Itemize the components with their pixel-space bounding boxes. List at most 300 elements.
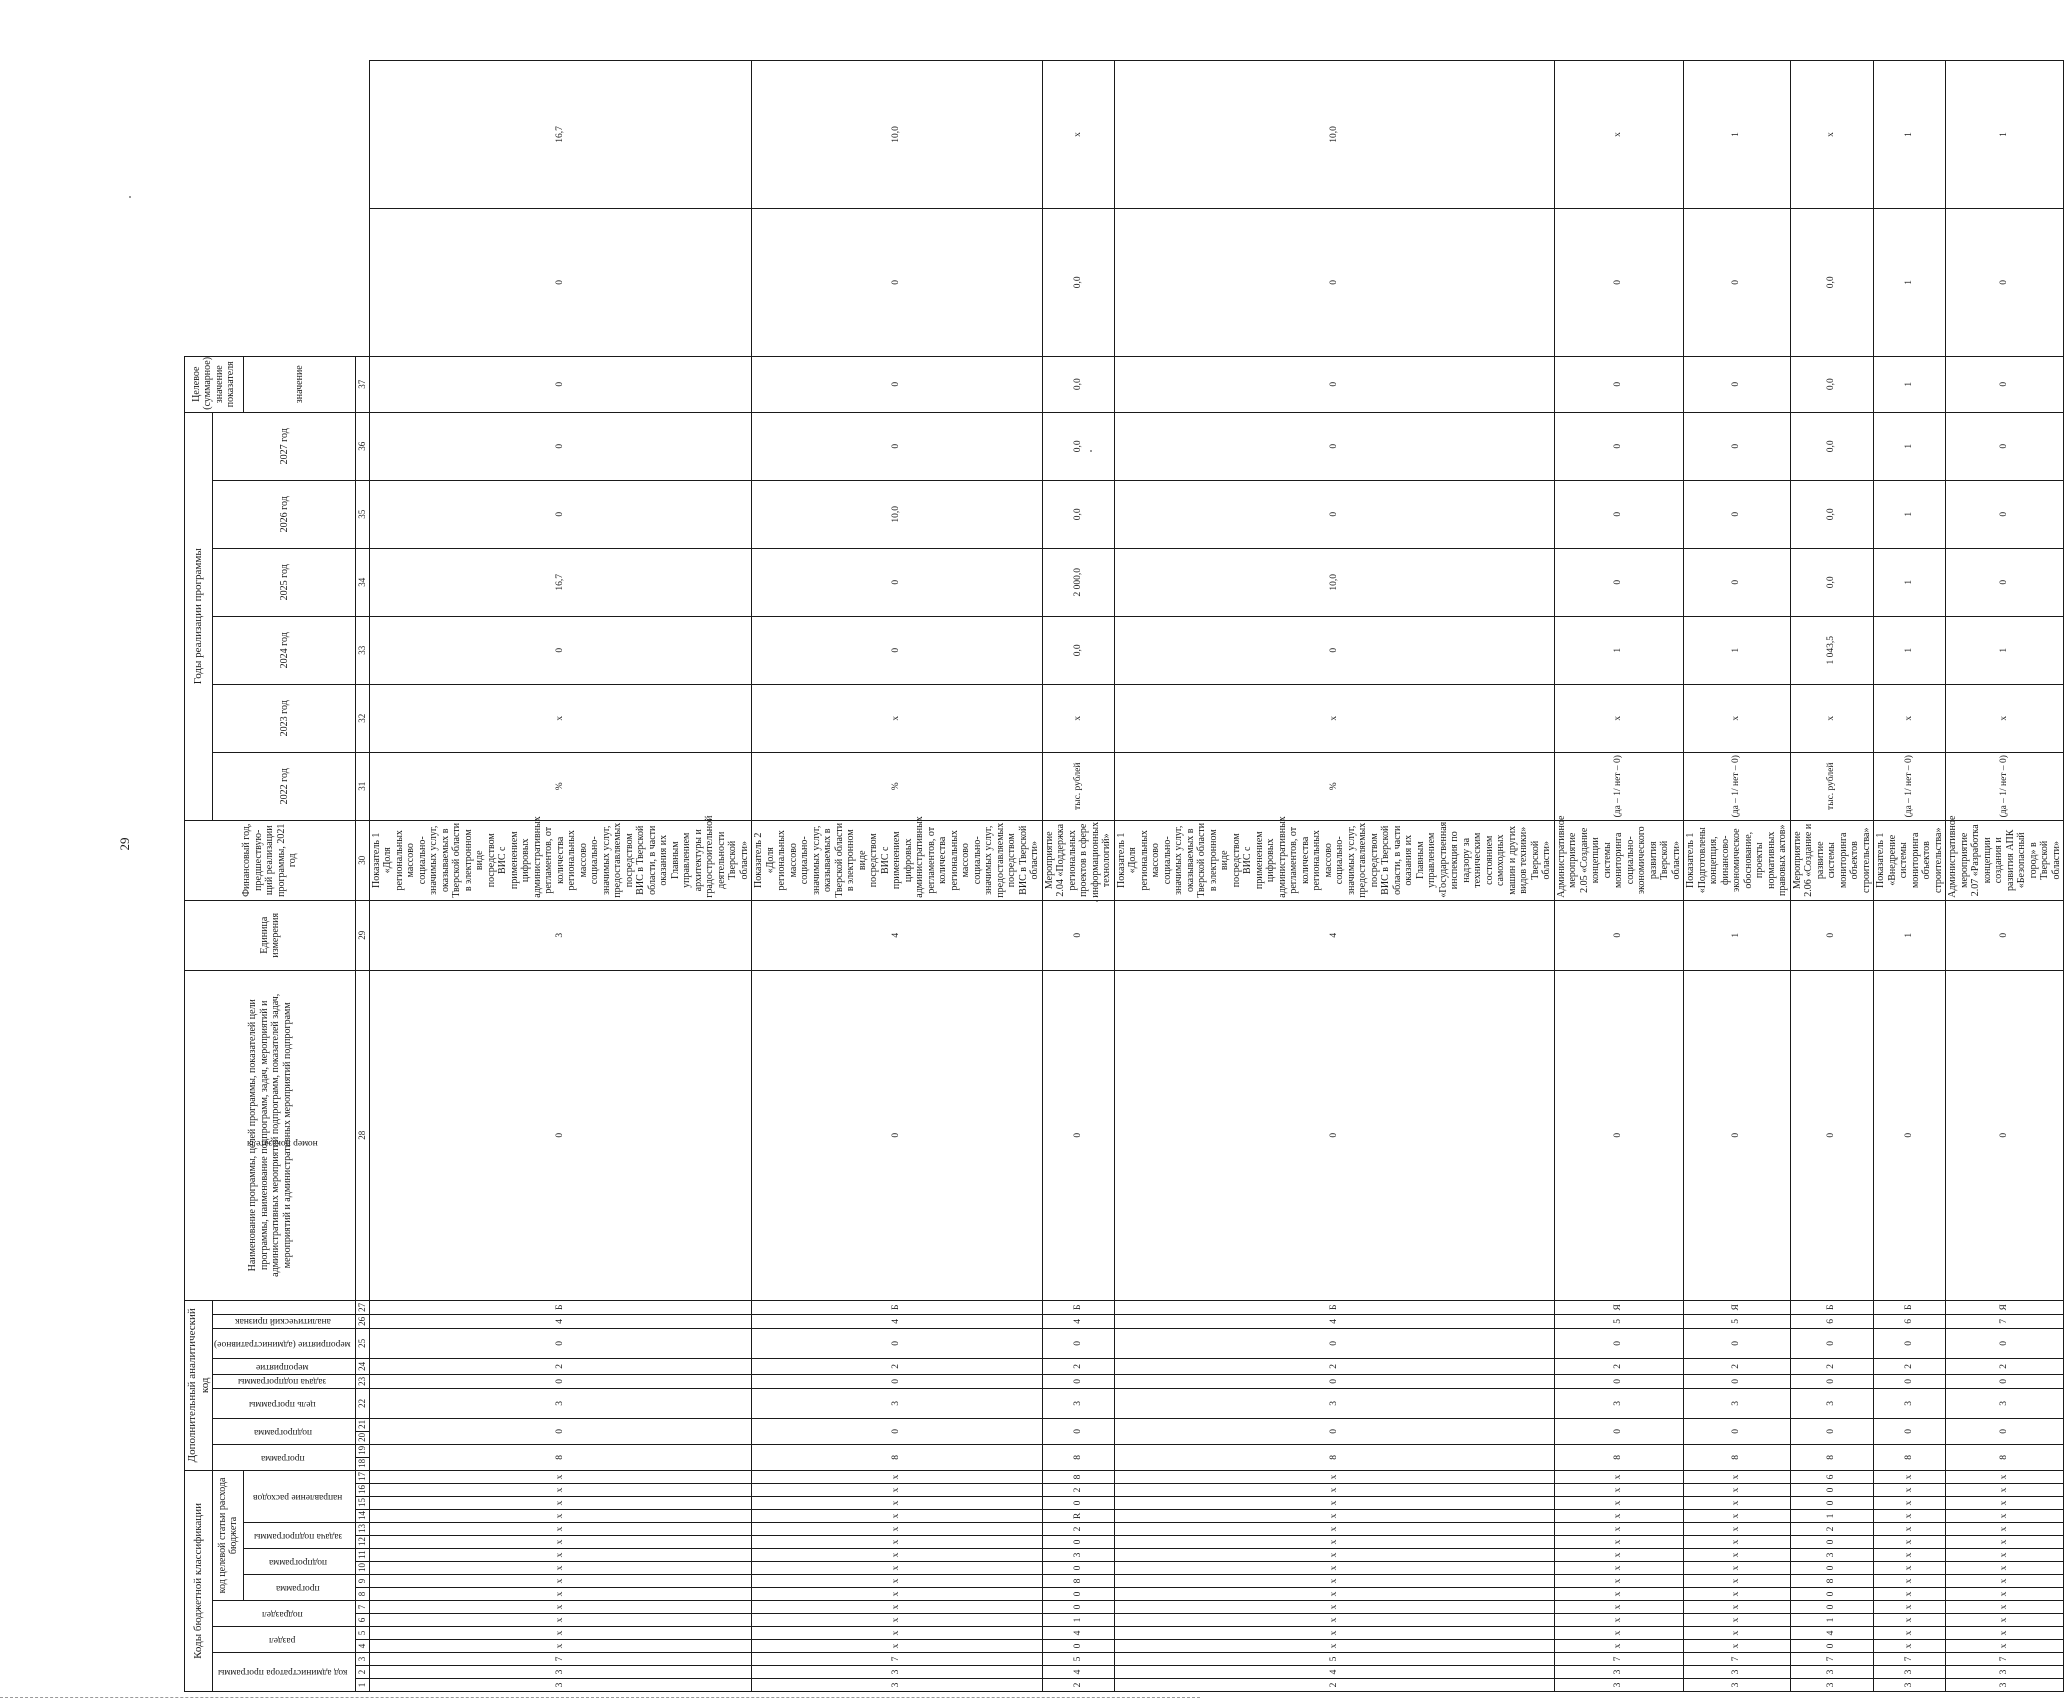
budget-code-digit: х (369, 1601, 752, 1614)
budget-code-digit: х (369, 1536, 752, 1549)
row-unit: (да – 1/ нет – 0) (1874, 752, 1946, 820)
row-unit: тыс. рублей (1042, 752, 1114, 820)
analytic-code-digit: 2 (1874, 1358, 1946, 1374)
header-a-subprogram: подпрограмма (213, 1418, 356, 1444)
header-name: Наименование программы, целей программы, показателей цели программы, наименование подпрограмм, задач, мероприятий и административных мероприятий подпрограмм, показателей задач, мероприятий и административных мероприятий подпрограмм (185, 970, 356, 1300)
header-program-years: Годы реализации программы (185, 412, 213, 820)
budget-code-digit: х (369, 1549, 752, 1562)
analytic-code-digit: 0 (369, 1374, 752, 1388)
analytic-code-digit: 5 (1554, 1314, 1684, 1328)
budget-code-digit: х (1114, 1549, 1554, 1562)
row-unit: (да – 1/ нет – 0) (1554, 752, 1684, 820)
budget-code-digit: 2 (1790, 1523, 1874, 1536)
budget-code-digit: х (369, 1484, 752, 1497)
budget-code-digit: 8 (1790, 1575, 1874, 1588)
year-value: 0 (369, 480, 752, 548)
budget-code-digit: х (1874, 1614, 1946, 1627)
column-number: 16 (356, 1484, 369, 1497)
budget-code-digit: 3 (752, 1679, 1043, 1692)
year-value: 0 (1554, 356, 1684, 412)
target-value: х (1554, 61, 1684, 209)
year-value: 0 (369, 616, 752, 684)
analytic-code-digit: 0 (1684, 970, 1791, 1300)
budget-code-digit: х (1114, 1562, 1554, 1575)
budget-code-digit: х (369, 1575, 752, 1588)
column-number: 26 (356, 1314, 369, 1328)
analytic-code-digit: 2 (752, 1358, 1043, 1374)
analytic-code-digit: 0 (1684, 1374, 1791, 1388)
budget-code-digit: х (752, 1627, 1043, 1640)
budget-code-digit: х (1554, 1627, 1684, 1640)
budget-code-digit: х (1114, 1640, 1554, 1653)
budget-code-digit: х (1874, 1536, 1946, 1549)
year-value: 0,0 (1042, 412, 1114, 480)
budget-code-digit: 1 (1790, 1510, 1874, 1523)
column-number: 14 (356, 1510, 369, 1523)
year-value: 0 (1946, 356, 2064, 412)
analytic-code-digit: 0 (752, 1418, 1043, 1444)
analytic-code-digit: 0 (1114, 1374, 1554, 1388)
row-name: Мероприятие 2.06 «Создание и развитие системы мониторинга объектов строительства» (1790, 820, 1874, 900)
budget-code-digit: х (1554, 1497, 1684, 1510)
year-value: 0 (752, 548, 1043, 616)
analytic-code-digit: 3 (1042, 1388, 1114, 1418)
analytic-code-digit: 8 (752, 1444, 1043, 1470)
budget-code-digit: 2 (1042, 1484, 1114, 1497)
scan-speck (129, 196, 131, 198)
budget-code-digit: 7 (1946, 1653, 2064, 1666)
analytic-code-digit: 2 (369, 1358, 752, 1374)
header-program: программа (243, 1575, 356, 1601)
budget-code-digit: х (369, 1497, 752, 1510)
analytic-code-digit: 3 (1874, 1388, 1946, 1418)
budget-code-digit: х (369, 1510, 752, 1523)
column-number: 22 (356, 1388, 369, 1418)
year-value: 0 (1554, 412, 1684, 480)
budget-code-digit: 7 (1874, 1653, 1946, 1666)
budget-code-digit: х (752, 1523, 1043, 1536)
budget-code-digit: 0 (1042, 1497, 1114, 1510)
scan-edge (0, 1697, 1200, 1698)
column-number: 6 (356, 1614, 369, 1627)
analytic-code-digit: 3 (1684, 1388, 1791, 1418)
year-value: 0 (752, 412, 1043, 480)
column-number: 36 (356, 412, 369, 480)
budget-code-digit: х (752, 1614, 1043, 1627)
budget-code-digit: 3 (1946, 1666, 2064, 1679)
budget-code-digit: х (369, 1470, 752, 1483)
analytic-code-digit: 0 (1114, 1328, 1554, 1358)
analytic-code-digit: 3 (752, 1388, 1043, 1418)
analytic-code-digit: 3 (1790, 1388, 1874, 1418)
year-value: 0,0 (1042, 616, 1114, 684)
budget-code-digit: х (1874, 1575, 1946, 1588)
analytic-code-digit: 6 (1874, 1314, 1946, 1328)
budget-code-digit: х (1684, 1484, 1791, 1497)
year-value: 0 (1114, 208, 1554, 356)
table-row (1114, 61, 1554, 1692)
target-value: 16,7 (369, 61, 752, 209)
row-name: Показатель 1 «Доля региональных массово социально-значимых услуг, оказываемых в Тверской области в электронном виде посредством ВИС с применением цифровых административных регламентов, от количества региональных массово социально-значимых услуг, предоставляемых посредством ВИС в Тверской области, в части оказания их Главным управлением архитектуры и градостроительной деятельности Тверской области» (369, 820, 752, 900)
budget-code-digit: х (1874, 1601, 1946, 1614)
header-year-2027: 2027 год (213, 412, 356, 480)
column-number-row (356, 61, 369, 1692)
analytic-code-digit: 8 (1946, 1444, 2064, 1470)
budget-code-digit: 0 (1790, 1640, 1874, 1653)
header-a-subprogram-task: задача подпрограммы (213, 1374, 356, 1388)
budget-code-digit: 8 (1042, 1575, 1114, 1588)
header-subprogram: подпрограмма (243, 1549, 356, 1575)
budget-code-digit: 0 (1042, 1562, 1114, 1575)
analytic-code-digit: 4 (1114, 1314, 1554, 1328)
budget-code-digit: х (1684, 1562, 1791, 1575)
row-fin-year: х (1684, 684, 1791, 752)
header-a-indicator-no: номер показателя (213, 970, 356, 1314)
analytic-code-digit: 0 (752, 1374, 1043, 1388)
column-number: 31 (356, 752, 369, 820)
analytic-code-digit: 3 (1114, 1388, 1554, 1418)
analytic-code-digit: 0 (1874, 1374, 1946, 1388)
analytic-code-digit: 0 (1946, 900, 2064, 970)
column-number: 7 (356, 1601, 369, 1614)
budget-code-digit: х (1554, 1588, 1684, 1601)
column-number: 23 (356, 1374, 369, 1388)
table-row (752, 61, 1043, 1692)
year-value: 2 000,0 (1042, 548, 1114, 616)
analytic-code-digit: 0 (1684, 1418, 1791, 1444)
header-budget-codes: Коды бюджетной классификации (185, 1470, 213, 1691)
budget-code-digit: х (1114, 1536, 1554, 1549)
header-year-2026: 2026 год (213, 480, 356, 548)
table-row (1684, 61, 1791, 1692)
budget-code-digit: х (1684, 1523, 1791, 1536)
analytic-code-digit: Б (1114, 1300, 1554, 1314)
budget-code-digit: х (1946, 1510, 2064, 1523)
budget-code-digit: х (1874, 1562, 1946, 1575)
budget-code-digit: х (1554, 1575, 1684, 1588)
budget-code-digit: 1 (1042, 1614, 1114, 1627)
table-row (1790, 61, 1874, 1692)
analytic-code-digit: 8 (369, 1444, 752, 1470)
budget-code-digit: х (1554, 1614, 1684, 1627)
column-number: 25 (356, 1328, 369, 1358)
analytic-code-digit: 0 (1874, 1328, 1946, 1358)
analytic-code-digit: 0 (1554, 1418, 1684, 1444)
analytic-code-digit: Б (369, 1300, 752, 1314)
year-value: 10,0 (752, 480, 1043, 548)
target-value: 10,0 (752, 61, 1043, 209)
budget-code-digit: х (1554, 1562, 1684, 1575)
analytic-code-digit: 2 (1946, 1358, 2064, 1374)
analytic-code-digit: 0 (1042, 900, 1114, 970)
header-year-2022: 2022 год (213, 752, 356, 820)
analytic-code-digit: 8 (1790, 1444, 1874, 1470)
year-value: 0 (1114, 480, 1554, 548)
row-name: Показатель 1 «Доля региональных массово социально-значимых услуг, оказываемых в Тверской области в электронном виде посредством ВИС с применением цифровых административных регламентов, от количества региональных массово социально-значимых услуг, предоставляемых посредством ВИС в Тверской области, в части оказания их Главным управлением «Государственная инспекция по надзору за техническим состоянием самоходных машин и других видов техники» Тверской области» (1114, 820, 1554, 900)
year-value: 0,0 (1790, 208, 1874, 356)
budget-code-digit: 2 (1042, 1523, 1114, 1536)
column-number: 8 (356, 1588, 369, 1601)
budget-code-digit: х (1946, 1640, 2064, 1653)
budget-code-digit: 3 (1684, 1679, 1791, 1692)
year-value: 0,0 (1790, 412, 1874, 480)
analytic-code-digit: 8 (1114, 1444, 1554, 1470)
year-value: 0,0 (1790, 548, 1874, 616)
budget-code-digit: х (1874, 1497, 1946, 1510)
analytic-code-digit: 0 (1946, 1418, 2064, 1444)
year-value: 0 (1114, 356, 1554, 412)
budget-code-digit: х (1554, 1510, 1684, 1523)
target-value: 1 (1874, 61, 1946, 209)
analytic-code-digit: 2 (1042, 1358, 1114, 1374)
budget-code-digit: х (752, 1562, 1043, 1575)
header-admin-code: код администратора программы (213, 1653, 356, 1692)
budget-code-digit: 8 (1042, 1470, 1114, 1483)
column-number: 30 (356, 820, 369, 900)
analytic-code-digit: 3 (1946, 1388, 2064, 1418)
budget-code-digit: х (1684, 1510, 1791, 1523)
header-additional-code: Дополнительный аналитический код (185, 1300, 213, 1470)
budget-code-digit: х (1684, 1497, 1791, 1510)
column-number: 5 (356, 1627, 369, 1640)
column-number: 21 (356, 1418, 369, 1431)
row-fin-year: х (1114, 684, 1554, 752)
column-number: 34 (356, 548, 369, 616)
year-value: 1 (1874, 548, 1946, 616)
header-year-2024: 2024 год (213, 616, 356, 684)
budget-code-digit: х (1946, 1575, 2064, 1588)
budget-code-digit: х (752, 1484, 1043, 1497)
budget-code-digit: 3 (1684, 1666, 1791, 1679)
year-value: 0 (1684, 480, 1791, 548)
analytic-code-digit: 4 (369, 1314, 752, 1328)
year-value: 0 (1684, 548, 1791, 616)
analytic-code-digit: 0 (1114, 970, 1554, 1300)
analytic-code-digit: 6 (1790, 1314, 1874, 1328)
analytic-code-digit: Б (752, 1300, 1043, 1314)
budget-code-digit: 0 (1042, 1601, 1114, 1614)
header-expense-direction: направление расходов (243, 1470, 356, 1522)
analytic-code-digit: Б (1874, 1300, 1946, 1314)
budget-code-digit: х (1554, 1640, 1684, 1653)
budget-code-digit: 0 (1790, 1601, 1874, 1614)
year-value: 0 (1946, 548, 2064, 616)
header-fin-year: Финансовый год, предшествую-щий реализации программы, 2021 год (185, 820, 356, 900)
year-value: 1 (1874, 208, 1946, 356)
table-body (369, 61, 2064, 1692)
column-number: 11 (356, 1549, 369, 1562)
column-number: 20 (356, 1431, 369, 1444)
budget-code-digit: х (752, 1549, 1043, 1562)
budget-code-digit: х (752, 1640, 1043, 1653)
year-value: 0 (1684, 208, 1791, 356)
budget-code-digit: х (1946, 1497, 2064, 1510)
analytic-code-digit: 0 (1554, 970, 1684, 1300)
analytic-code-digit: 0 (1946, 1374, 2064, 1388)
budget-code-digit: х (369, 1627, 752, 1640)
header-a-program: программа (213, 1444, 356, 1470)
year-value: 0,0 (1042, 208, 1114, 356)
budget-code-digit: 5 (1114, 1653, 1554, 1666)
year-value: 0,0 (1042, 480, 1114, 548)
analytic-code-digit: 4 (752, 1314, 1043, 1328)
budget-code-digit: х (1874, 1510, 1946, 1523)
budget-code-digit: 0 (1790, 1588, 1874, 1601)
target-value: 1 (1946, 61, 2064, 209)
target-value: 1 (1684, 61, 1791, 209)
budget-code-digit: х (369, 1588, 752, 1601)
budget-code-digit: 4 (1790, 1627, 1874, 1640)
budget-code-digit: 3 (1790, 1679, 1874, 1692)
budget-code-digit: х (1684, 1640, 1791, 1653)
budget-code-digit: 0 (1042, 1640, 1114, 1653)
column-number: 18 (356, 1457, 369, 1470)
analytic-code-digit: 0 (1874, 1418, 1946, 1444)
header-a-sign: аналитический признак (213, 1314, 356, 1328)
budget-code-digit: х (1684, 1536, 1791, 1549)
column-number: 29 (356, 900, 369, 970)
budget-code-digit: 3 (1554, 1666, 1684, 1679)
budget-code-digit: 3 (1946, 1679, 2064, 1692)
analytic-code-digit: 0 (1790, 1374, 1874, 1388)
year-value: 0,0 (1790, 480, 1874, 548)
budget-code-digit: х (1114, 1575, 1554, 1588)
header-subprogram-task: задача подпрограммы (243, 1523, 356, 1549)
budget-code-digit: х (1554, 1484, 1684, 1497)
budget-code-digit: х (1684, 1470, 1791, 1483)
analytic-code-digit: 1 (1874, 900, 1946, 970)
page-number: 29 (117, 837, 132, 851)
header-year-2025: 2025 год (213, 548, 356, 616)
analytic-code-digit: 0 (1042, 1328, 1114, 1358)
budget-code-digit: х (1874, 1588, 1946, 1601)
budget-code-digit: 3 (1790, 1549, 1874, 1562)
year-value: 0 (1684, 356, 1791, 412)
budget-code-digit: 0 (1042, 1536, 1114, 1549)
year-value: 1 (1554, 616, 1684, 684)
analytic-code-digit: 0 (1790, 900, 1874, 970)
year-value: 1 (1874, 480, 1946, 548)
analytic-code-digit: 3 (369, 900, 752, 970)
budget-code-digit: 3 (1874, 1679, 1946, 1692)
row-unit: (да – 1/ нет – 0) (1684, 752, 1791, 820)
analytic-code-digit: 0 (1874, 970, 1946, 1300)
analytic-code-digit: Я (1554, 1300, 1684, 1314)
analytic-code-digit: Б (1042, 1300, 1114, 1314)
column-number: 2 (356, 1666, 369, 1679)
row-name: Показатель 1 «Подготовлены концепция, финансово-экономическое обоснование, проекты нормативных правовых актов» (1684, 820, 1791, 900)
analytic-code-digit: 0 (369, 1328, 752, 1358)
budget-code-digit: 3 (1554, 1679, 1684, 1692)
rotated-table-frame (184, 60, 2062, 1692)
analytic-code-digit: 2 (1684, 1358, 1791, 1374)
header-a-event: мероприятие (213, 1358, 356, 1374)
year-value: 0 (752, 616, 1043, 684)
budget-code-digit: х (369, 1562, 752, 1575)
year-value: 0 (1946, 208, 2064, 356)
budget-code-digit: х (1684, 1575, 1791, 1588)
budget-code-digit: 3 (1042, 1549, 1114, 1562)
header-a-program-goal: цель программы (213, 1388, 356, 1418)
budget-code-digit: 3 (1790, 1666, 1874, 1679)
budget-code-digit: х (1114, 1523, 1554, 1536)
budget-code-digit: х (1946, 1588, 2064, 1601)
budget-code-digit: х (1554, 1536, 1684, 1549)
budget-code-digit: 3 (1874, 1666, 1946, 1679)
budget-code-digit: 4 (1042, 1627, 1114, 1640)
budget-code-digit: х (1114, 1470, 1554, 1483)
analytic-code-digit: 8 (1554, 1444, 1684, 1470)
budget-code-digit: х (752, 1510, 1043, 1523)
table-row (1946, 61, 2064, 1692)
analytic-code-digit: Б (1790, 1300, 1874, 1314)
budget-code-digit: 0 (1790, 1562, 1874, 1575)
row-fin-year: х (369, 684, 752, 752)
column-number: 13 (356, 1523, 369, 1536)
budget-code-digit: R (1042, 1510, 1114, 1523)
budget-code-digit: х (1114, 1588, 1554, 1601)
row-name: Административное мероприятие 2.07 «Разработка концепции создания и развития АПК «Безопасный город» в Тверской области» (1946, 820, 2064, 900)
header-value: значение (243, 356, 356, 412)
budget-code-digit: х (1554, 1523, 1684, 1536)
year-value: 1 (1874, 616, 1946, 684)
column-number: 19 (356, 1444, 369, 1457)
budget-code-digit: х (1946, 1536, 2064, 1549)
table-row (1042, 61, 1114, 1692)
year-value: 0 (1114, 412, 1554, 480)
budget-code-digit: 0 (1790, 1497, 1874, 1510)
budget-code-digit: 7 (369, 1653, 752, 1666)
budget-code-digit: х (1946, 1549, 2064, 1562)
year-value: 0 (369, 412, 752, 480)
budget-code-digit: х (1114, 1601, 1554, 1614)
year-value: 0 (369, 208, 752, 356)
row-fin-year: х (1042, 684, 1114, 752)
header-target-article: код целевой статьи расхода бюджета (213, 1470, 244, 1600)
target-value: х (1042, 61, 1114, 209)
analytic-code-digit: 0 (1042, 970, 1114, 1300)
analytic-code-digit: 0 (1790, 1328, 1874, 1358)
year-value: 1 043,5 (1790, 616, 1874, 684)
row-fin-year: х (1790, 684, 1874, 752)
column-number: 37 (356, 356, 369, 412)
budget-code-digit: х (1946, 1523, 2064, 1536)
budget-code-digit: х (1554, 1601, 1684, 1614)
analytic-code-digit: 2 (1790, 1358, 1874, 1374)
budget-code-digit: х (1946, 1484, 2064, 1497)
budget-code-digit: х (1114, 1484, 1554, 1497)
analytic-code-digit: 3 (1554, 1388, 1684, 1418)
row-unit: % (369, 752, 752, 820)
row-unit: (да – 1/ нет – 0) (1946, 752, 2064, 820)
year-value: 0 (1554, 548, 1684, 616)
column-number: 27 (356, 1300, 369, 1314)
year-value: 0 (1554, 480, 1684, 548)
row-name: Административное мероприятие 2.05 «Создание концепции системы мониторинга социально-экономического развития Тверской области» (1554, 820, 1684, 900)
budget-code-digit: 3 (752, 1666, 1043, 1679)
budget-code-digit: 7 (752, 1653, 1043, 1666)
year-value: 0,0 (1042, 356, 1114, 412)
column-number: 32 (356, 684, 369, 752)
analytic-code-digit: 0 (1790, 1418, 1874, 1444)
budget-code-digit: 2 (1114, 1679, 1554, 1692)
budget-code-digit: х (1684, 1627, 1791, 1640)
budget-code-digit: х (1946, 1562, 2064, 1575)
analytic-code-digit: 0 (1554, 1374, 1684, 1388)
analytic-code-digit: 2 (1554, 1358, 1684, 1374)
analytic-code-digit: 0 (1946, 970, 2064, 1300)
budget-code-digit: х (1874, 1523, 1946, 1536)
